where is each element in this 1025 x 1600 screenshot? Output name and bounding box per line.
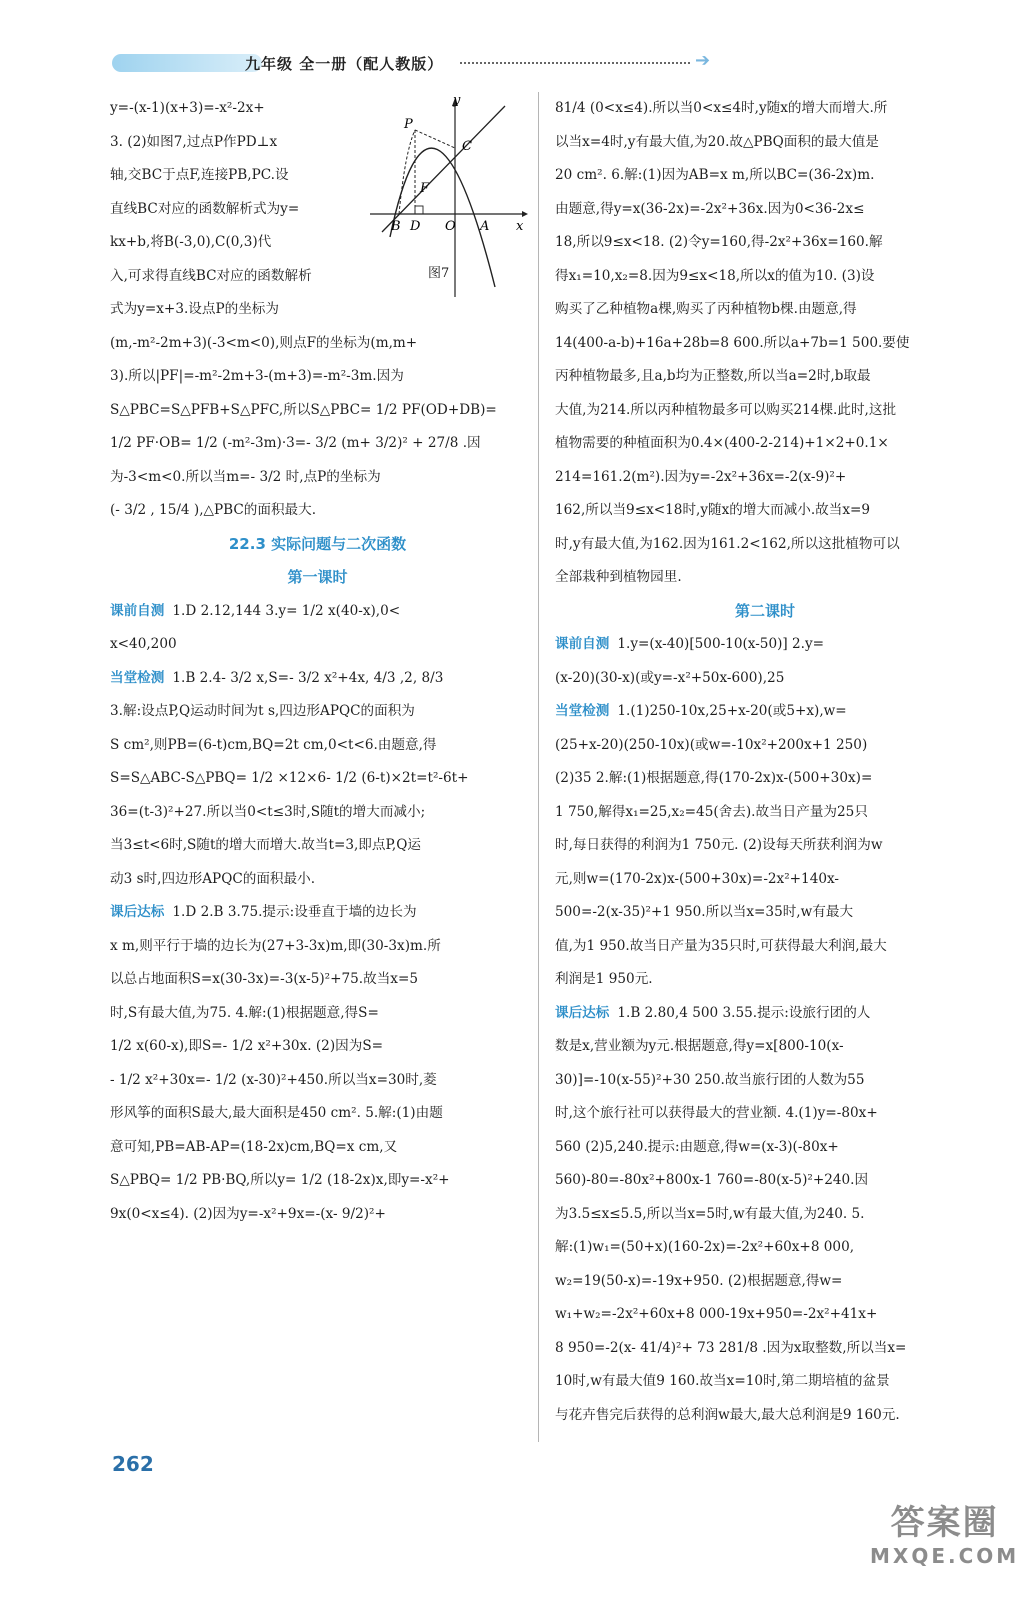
text-line: 轴,交BC于点F,连接PB,PC.设 [110, 167, 289, 183]
text-line: S△PBQ= 1/2 PB·BQ,所以y= 1/2 (18-2x)x,即y=-x²+ [110, 1172, 450, 1188]
text-line: 为3.5≤x≤5.5,所以当x=5时,w有最大值,为240. 5. [555, 1205, 865, 1222]
text-line: kx+b,将B(-3,0),C(0,3)代 [110, 234, 272, 250]
text-line: - 1/2 x²+30x=- 1/2 (x-30)²+450.所以当x=30时,菱 [110, 1071, 437, 1088]
text-line: 3.解:设点P,Q运动时间为t s,四边形APQC的面积为 [110, 703, 415, 719]
text-line: 时,S有最大值,为75. 4.解:(1)根据题意,得S= [110, 1004, 379, 1021]
text-line: 10时,w有最大值9 160.故当x=10时,第二期培植的盆景 [555, 1373, 890, 1389]
text-line: S△PBC=S△PFB+S△PFC,所以S△PBC= 1/2 PF(OD+DB)= [110, 401, 497, 418]
left-column [110, 92, 525, 1231]
lesson-title: 第二课时 [734, 601, 795, 620]
text-line: (25+x-20)(250-10x)(或w=-10x²+200x+1 250) [555, 736, 868, 753]
text-line: 解:(1)w₁=(50+x)(160-2x)=-2x²+60x+8 000, [555, 1239, 855, 1255]
text-line: 由题意,得y=x(36-2x)=-2x²+36x.因为0<36-2x≤ [555, 200, 865, 217]
text-line: 214=161.2(m²).因为y=-2x²+36x=-2(x-9)²+ [555, 468, 847, 485]
text-line: 时,这个旅行社可以获得最大的营业额. 4.(1)y=-80x+ [555, 1105, 878, 1121]
text-line: 时,y有最大值,为162.因为161.2<162,所以这批植物可以 [555, 535, 900, 552]
header-decoration-bar [112, 54, 262, 72]
text-line: 直线BC对应的函数解析式为y= [110, 200, 300, 217]
header-title: 九年级 全一册（配人教版） [245, 55, 444, 73]
page-header [100, 44, 750, 84]
header-dotted-line [460, 62, 690, 64]
text-line: 大值,为214.所以丙种植物最多可以购买214棵.此时,这批 [555, 401, 897, 418]
watermark-logo-text: 答案圈 [890, 1503, 999, 1543]
text-line: 利润是1 950元. [555, 971, 653, 987]
text-line: 意可知,PB=AB-AP=(18-2x)cm,BQ=x cm,又 [110, 1138, 398, 1155]
text-line: 1/2 PF·OB= 1/2 (-m²-3m)·3=- 3/2 (m+ 3/2)² + 27/8 .因 [110, 435, 481, 451]
svg-text:B: B [391, 219, 401, 234]
tag-class-test: 当堂检测 [110, 669, 165, 686]
text-line: 数是x,营业额为y元.根据题意,得y=x[800-10(x- [555, 1038, 844, 1054]
text-line: w₁+w₂=-2x²+60x+8 000-19x+950=-2x²+41x+ [555, 1306, 878, 1322]
text-line: 时,每日获得的利润为1 750元. (2)设每天所获利润为w [555, 837, 883, 853]
text-line: 9x(0<x≤4). (2)因为y=-x²+9x=-(x- 9/2)²+ [110, 1205, 386, 1222]
svg-text:x: x [516, 219, 524, 234]
tag-after-class: 课后达标 [555, 1004, 610, 1021]
text-line: 14(400-a-b)+16a+28b=8 600.所以a+7b=1 500.要使 [555, 334, 910, 351]
text-line: 162,所以当9≤x<18时,y随x的增大而减小.故当x=9 [555, 502, 871, 518]
text-line: 植物需要的种植面积为0.4×(400-2-214)+1×2+0.1× [555, 435, 889, 451]
text-line: 课后达标 1.B 2.80,4 500 3.55.提示:设旅行团的人 [555, 1004, 871, 1021]
column-divider [538, 92, 539, 1442]
svg-text:P: P [404, 117, 413, 132]
svg-text:y: y [453, 93, 461, 108]
text-line: 1/2 x(60-x),即S=- 1/2 x²+30x. (2)因为S= [110, 1038, 384, 1054]
text-line: 8 950=-2(x- 41/4)²+ 73 281/8 .因为x取整数,所以当x= [555, 1339, 907, 1356]
text-line: x<40,200 [110, 636, 177, 652]
text-line: 式为y=x+3.设点P的坐标为 [110, 301, 279, 317]
text-line: 与花卉售完后获得的总利润w最大,最大总利润是9 160元. [555, 1406, 900, 1423]
watermark-url: MXQE.COM [870, 1544, 1020, 1568]
text-line: (- 3/2 , 15/4 ),△PBC的面积最大. [110, 502, 317, 518]
tag-after-class: 课后达标 [110, 904, 165, 920]
text-line: 课后达标 1.D 2.B 3.75.提示:设垂直于墙的边长为 [110, 904, 417, 920]
text-line: 3. (2)如图7,过点P作PD⊥x [110, 133, 278, 150]
text-line: 3).所以|PF|=-m²-2m+3-(m+3)=-m²-3m.因为 [110, 368, 404, 384]
tag-pre-test: 课前自测 [555, 636, 610, 652]
text-line: 当堂检测 1.B 2.4- 3/2 x,S=- 3/2 x²+4x, 4/3 ,2, 8/3 [110, 669, 444, 686]
text-line: 得x₁=10,x₂=8.因为9≤x<18,所以x的值为10. (3)设 [555, 267, 875, 284]
text-line: S=S△ABC-S△PBQ= 1/2 ×12×6- 1/2 (6-t)×2t=t²-6t+ [110, 770, 469, 786]
section-title: 22.3 实际问题与二次函数 [228, 534, 407, 553]
text-line: 课前自测 1.y=(x-40)[500-10(x-50)] 2.y= [555, 636, 825, 652]
text-line: 课前自测 1.D 2.12,144 3.y= 1/2 x(40-x),0< [110, 602, 401, 619]
text-line: 81/4 (0<x≤4).所以当0<x≤4时,y随x的增大而增大.所 [555, 100, 888, 116]
svg-text:A: A [480, 219, 490, 234]
text-line: x m,则平行于墙的边长为(27+3-3x)m,即(30-3x)m.所 [110, 937, 441, 954]
text-line: y=-(x-1)(x+3)=-x²-2x+ [110, 100, 265, 116]
text-line: 30)]=-10(x-55)²+30 250.故当旅行团的人数为55 [555, 1071, 865, 1088]
text-line: 560)-80=-80x²+800x-1 760=-80(x-5)²+240.因 [555, 1172, 869, 1188]
text-line: 以当x=4时,y有最大值,为20.故△PBQ面积的最大值是 [555, 133, 879, 150]
text-line: 为-3<m<0.所以当m=- 3/2 时,点P的坐标为 [110, 468, 381, 485]
page-number: 262 [112, 1452, 154, 1476]
figure-caption: 图7 [428, 266, 450, 281]
text-line: 500=-2(x-35)²+1 950.所以当x=35时,w有最大 [555, 904, 854, 920]
text-line: 当堂检测 1.(1)250-10x,25+x-20(或5+x),w= [555, 703, 847, 719]
text-line: 560 (2)5,240.提示:由题意,得w=(x-3)(-80x+ [555, 1138, 839, 1155]
text-line: (x-20)(30-x)(或y=-x²+50x-600),25 [555, 669, 785, 686]
text-line: 全部栽种到植物园里. [555, 569, 682, 585]
lesson-title: 第一课时 [287, 568, 348, 586]
text-line: 1 750,解得x₁=25,x₂=45(舍去).故当日产量为25只 [555, 803, 868, 820]
text-line: 形风筝的面积S最大,最大面积是450 cm². 5.解:(1)由题 [110, 1105, 443, 1121]
text-line: w₂=19(50-x)=-19x+950. (2)根据题意,得w= [555, 1272, 843, 1289]
text-line: 18,所以9≤x<18. (2)令y=160,得-2x²+36x=160.解 [555, 234, 883, 250]
text-line: 当3≤t<6时,S随t的增大而增大.故当t=3,即点P,Q运 [110, 837, 421, 853]
text-line: 购买了乙种植物a棵,购买了丙种植物b棵.由题意,得 [555, 301, 857, 317]
right-column [555, 92, 975, 1432]
text-line: 20 cm². 6.解:(1)因为AB=x m,所以BC=(36-2x)m. [555, 167, 875, 183]
text-line: 值,为1 950.故当日产量为35只时,可获得最大利润,最大 [555, 937, 887, 954]
text-line: (2)35 2.解:(1)根据题意,得(170-2x)x-(500+30x)= [555, 770, 873, 786]
watermark [870, 1495, 1019, 1568]
arrow-right-icon: ➔ [695, 50, 711, 71]
tag-class-test: 当堂检测 [555, 703, 610, 719]
tag-pre-test: 课前自测 [110, 602, 165, 619]
svg-text:D: D [410, 219, 421, 234]
text-line: 丙种植物最多,且a,b均为正整数,所以当a=2时,b取最 [555, 368, 871, 384]
text-line: 入,可求得直线BC对应的函数解析 [110, 267, 312, 284]
svg-text:O: O [445, 219, 456, 234]
text-line: 元,则w=(170-2x)x-(500+30x)=-2x²+140x- [555, 870, 840, 887]
text-line: 以总占地面积S=x(30-3x)=-3(x-5)²+75.故当x=5 [110, 971, 419, 987]
text-line: 36=(t-3)²+27.所以当0<t≤3时,S随t的增大而减小; [110, 803, 426, 820]
text-line: S cm²,则PB=(6-t)cm,BQ=2t cm,0<t<6.由题意,得 [110, 736, 437, 753]
text-line: (m,-m²-2m+3)(-3<m<0),则点F的坐标为(m,m+ [110, 334, 418, 351]
svg-text:C: C [462, 139, 472, 154]
svg-text:F: F [420, 181, 430, 196]
text-line: 动3 s时,四边形APQC的面积最小. [110, 870, 316, 887]
